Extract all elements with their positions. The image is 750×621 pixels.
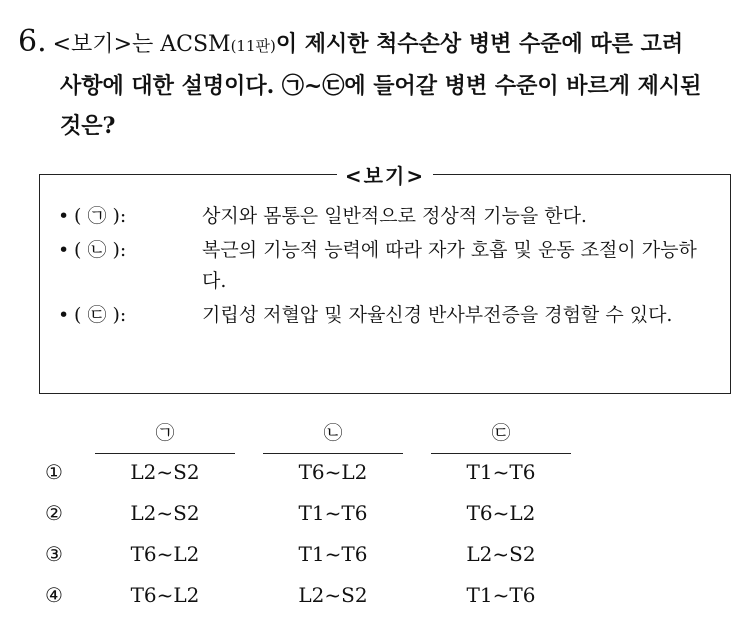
option-number[interactable]: ② — [45, 501, 63, 525]
question-line-1 — [18, 22, 736, 66]
example-item — [58, 300, 716, 331]
option-number[interactable]: ③ — [45, 542, 63, 566]
answer-option-4[interactable] — [45, 577, 599, 618]
bullet: • — [58, 239, 70, 261]
answer-table — [45, 418, 599, 618]
option-value: T6~L2 — [130, 542, 200, 566]
option-value: T1~T6 — [298, 542, 368, 566]
column-header: ㉢ — [431, 418, 571, 454]
example-item — [58, 235, 716, 297]
column-header: ㉠ — [95, 418, 235, 454]
answer-header-row — [45, 418, 599, 454]
option-value: T1~T6 — [466, 460, 536, 484]
example-items — [58, 201, 716, 334]
column-header: ㉡ — [263, 418, 403, 454]
option-number[interactable]: ④ — [45, 583, 63, 607]
bullet: • — [58, 205, 70, 227]
option-number[interactable]: ① — [45, 460, 63, 484]
option-value: L2~S2 — [466, 542, 536, 566]
answer-option-3[interactable] — [45, 536, 599, 577]
question-line-2: 사항에 대한 설명이다. ㉠~㉢에 들어갈 병변 수준이 바르게 제시된 — [60, 73, 702, 99]
example-item — [58, 201, 716, 232]
answer-option-2[interactable] — [45, 495, 599, 536]
option-value: L2~S2 — [130, 460, 200, 484]
item-text: 복근의 기능적 능력에 따라 자가 호흡 및 운동 조절이 가능하다. — [202, 239, 697, 292]
example-box — [39, 164, 731, 394]
option-value: T6~L2 — [298, 460, 368, 484]
option-value: T1~T6 — [466, 583, 536, 607]
edition-note: (11판) — [230, 37, 276, 55]
answer-option-1[interactable] — [45, 454, 599, 495]
example-box-title: <보기> — [337, 164, 433, 188]
blank-label: ( ㉠ ): — [74, 205, 127, 227]
item-text: 기립성 저혈압 및 자율신경 반사부전증을 경험할 수 있다. — [202, 304, 673, 326]
blank-label: ( ㉡ ): — [74, 239, 127, 261]
question-number: 6. — [18, 24, 47, 59]
option-value: L2~S2 — [130, 501, 200, 525]
question-line-3: 것은? — [60, 113, 116, 139]
blank-label: ( ㉢ ): — [74, 304, 127, 326]
item-text: 상지와 몸통은 일반적으로 정상적 기능을 한다. — [202, 205, 587, 227]
option-value: T6~L2 — [466, 501, 536, 525]
option-value: L2~S2 — [298, 583, 368, 607]
question-text-part: <보기>는 ACSM — [52, 32, 231, 57]
option-value: T1~T6 — [298, 501, 368, 525]
question-stem — [18, 22, 736, 146]
option-value: T6~L2 — [130, 583, 200, 607]
question-text-part: 이 제시한 척수손상 병변 수준에 따른 고려 — [275, 31, 684, 57]
bullet: • — [58, 304, 70, 326]
